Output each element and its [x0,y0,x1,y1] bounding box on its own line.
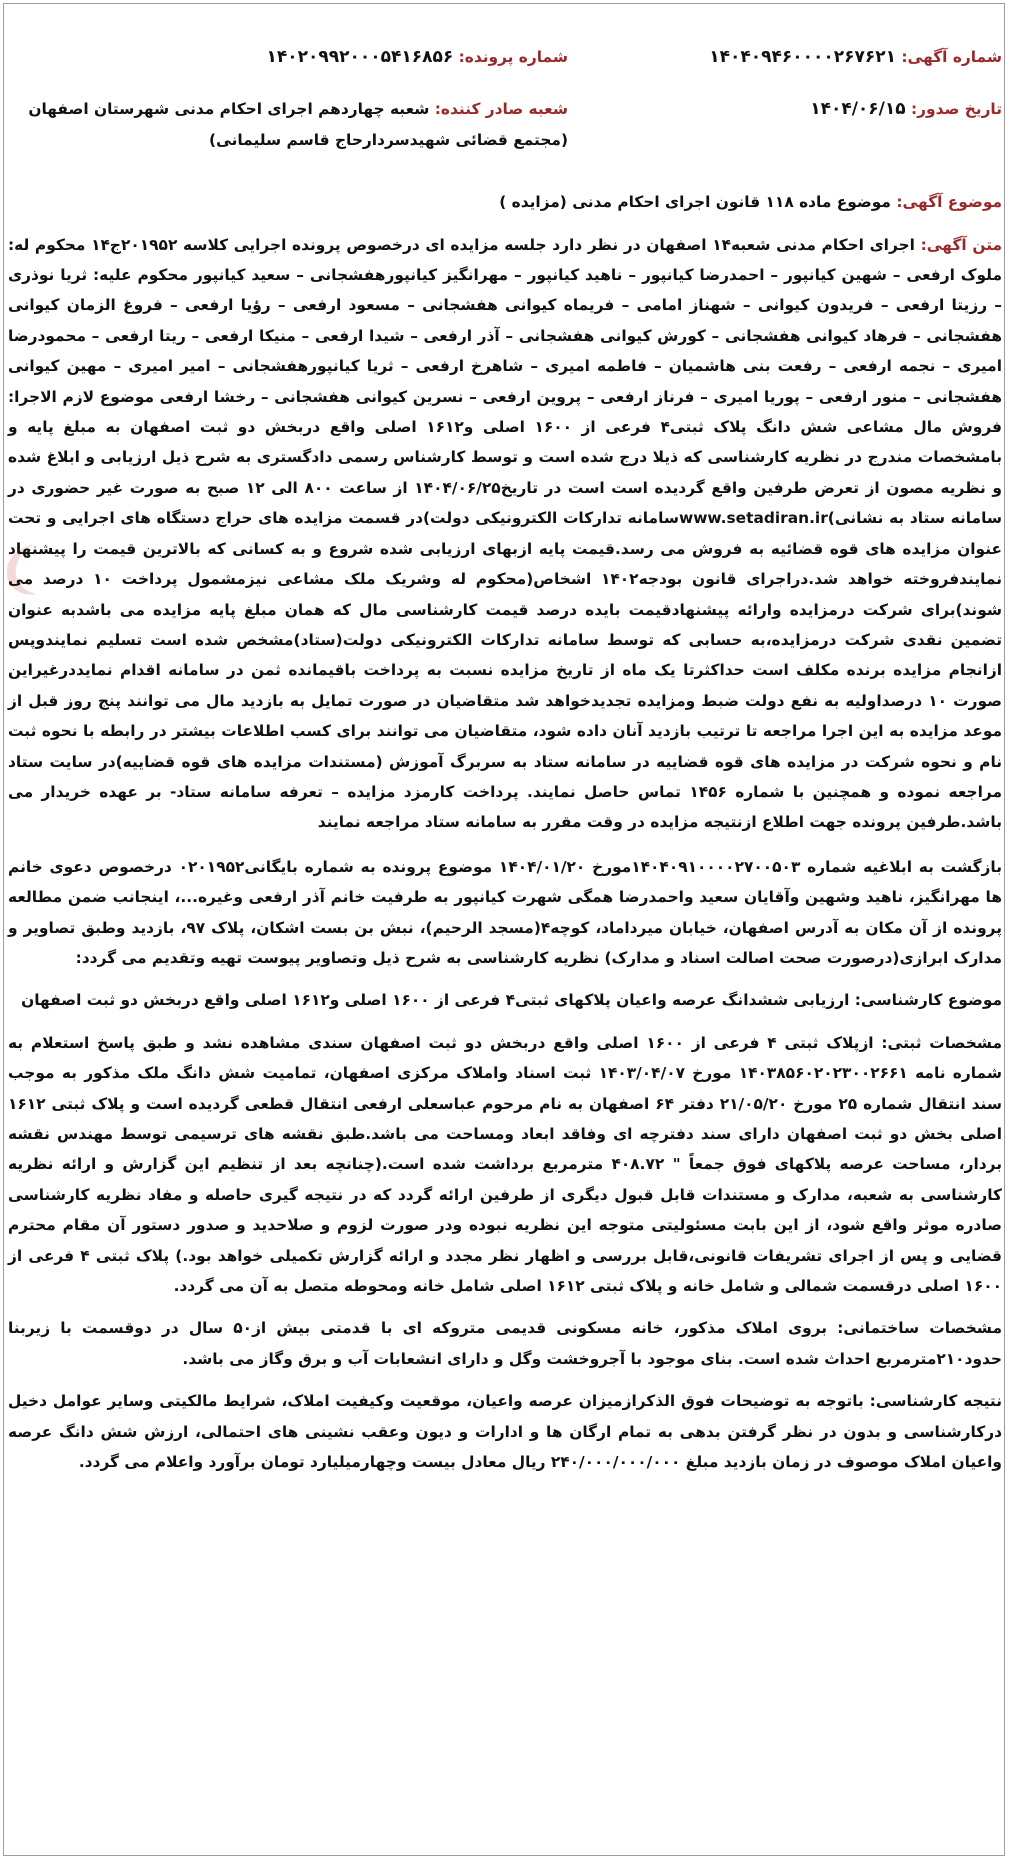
issue-date-label: تاریخ صدور: [911,100,1002,119]
header-row-date-branch [8,94,1002,155]
notice-number-block [672,42,1002,72]
case-number: ۱۴۰۲۰۹۹۲۰۰۰۵۴۱۶۸۵۶ [266,47,454,67]
issue-date-block [672,94,1002,124]
registration-details: مشخصات ثبتی: ازپلاک ثبتی ۴ فرعی از ۱۶۰۰ اصلی واقع دربخش دو ثبت اصفهان سندی مشاهده نشد و طبق پاسخ استعلام به شماره نامه ۱۴۰۳۸۵۶۰۲۰۲۳۰۰۲۶۶۱ مورخ ۱۴۰۳/۰۴/۰۷ ثبت اسناد واملاک مرکزی اصفهان، تمامیت شش دانگ ملک مذکور به موجب سند انتقال شماره ۲۵ مورخ ۲۱/۰۵/۲۰ دفتر ۶۴ اصفهان به نام مرحوم عباسعلی ارفعی انتقال قطعی گردیده است و پلاک ثبتی ۱۶۱۲ اصلی بخش دو ثبت اصفهان دارای سند دفترچه ای وفاقد ابعاد ومساحت می باشد.طبق نقشه های ترسیمی توسط مهندس نقشه بردار، مساحت عرصه پلاکهای فوق جمعاً " ۴۰۸.۷۲ مترمربع برداشت شده است.(چنانچه بعد از تنظیم این گزارش و ارائه نظریه کارشناسی به شعبه، مدارک و مستندات قابل قبول دیگری از طرفین ارائه گردد که در نتیجه گیری حاصله و مفاد نظریه کارشناسی صادره موثر واقع شود، از این بابت مسئولیتی متوجه این نظریه نبوده ودر صورت لزوم و صلاحدید و صدور دستور آن مقام محترم قضایی و پس از اجرای تشریفات قانونی،قابل بررسی و اظهار نظر مجدد و ارائه گزارش تکمیلی خواهد بود.) پلاک ثبتی ۴ فرعی از ۱۶۰۰ اصلی درقسمت شمالی و شامل خانه و پلاک ثبتی ۱۶۱۲ اصلی شامل خانه ومحوطه متصل به آن می گردد. [8,1033,1002,1296]
subject-label: موضوع آگهی: [896,193,1002,212]
issuing-branch-label: شعبه صادر کننده: [434,100,568,119]
header-row-numbers [8,42,1002,72]
expert-report-intro: بازگشت به ابلاغیه شماره ۱۴۰۴۰۹۱۰۰۰۰۲۷۰۰۵۰۳مورخ ۱۴۰۴/۰۱/۲۰ موضوع پرونده به شماره بایگانی۰۲۰۱۹۵۲ درخصوص دعوی خانم ها مهرانگیز، ناهید وشهین وآقایان سعید واحمدرضا همگی شهرت کیانپور به طرفیت خانم آذر ارفعی وغیره...، اینجانب ضمن مطالعه پرونده از آن مکان به آدرس اصفهان، خیابان میرداماد، کوچه۴(مسجد الرحیم)، نبش بن بست اشکان، پلاک ۹۷، بازدید وطبق تصاویر و مدارک ابرازی(درصورت صحت اصالت اسناد و مدارک) نظریه کارشناسی به شرح ذیل وتصاویر پیوست تهیه وتقدیم می گردد: [8,857,1003,967]
issue-date: ۱۴۰۴/۰۶/۱۵ [810,99,906,120]
body-text-part1: اجرای احکام مدنی شعبه۱۴ اصفهان در نظر دارد جلسه مزایده ای درخصوص پرونده اجرایی کلاسه ۲۰۱۹۵۲ج۱۴ محکوم له: ملوک ارفعی – شهین کیانپور – احمدرضا کیانپور – ناهید کیانپور – مهرانگیز کیانپورهفشجانی – سعید کیانپور محکوم علیه: ثریا نوذری – رزیتا ارفعی – فریدون کیوانی – شهناز امامی – فریماه کیوانی هفشجانی – مسعود ارفعی – رؤیا ارفعی – فروغ الزمان کیوانی هفشجانی – فرهاد کیوانی هفشجانی – کورش کیوانی هفشجانی – آذر ارفعی – شیدا ارفعی – منیکا ارفعی – ریتا ارفعی – محمودرضا امیری – نجمه ارفعی – رفعت بنی هاشمیان – فاطمه امیری – شاهرخ ارفعی – ثریا کیانپورهفشجانی – امیر امیری – مهین کیوانی هفشجانی – منور ارفعی – پوریا امیری – فرناز ارفعی – پروین ارفعی – نسرین کیوانی هفشجانی – رخشا ارفعی موضوع لازم الاجرا: فروش مال مشاعی شش دانگ پلاک ثبتی۴ فرعی از ۱۶۰۰ اصلی و۱۶۱۲ اصلی واقع دربخش دو ثبت اصفهان به مبلغ پایه و بامشخصات مندرج در نظریه کارشناسی که ذیلا درج شده است و توسط کارشناس رسمی دادگستری به شرح ذیل ارزیابی و ابلاغ شده و نظریه مصون از تعرض طرفین واقع گردیده است است در تاریخ۱۴۰۴/۰۶/۲۵ از ساعت ۸۰۰ الی ۱۲ صبح به صورت غیر حضوری در سامانه ستاد به نشانی) [8,235,1003,528]
case-number-label: شماره پرونده: [458,48,568,66]
body-text-part2: سامانه تدارکات الکترونیکی دولت)در قسمت مزایده های حراج دستگاه های اجرایی و تحت عنوان مزایده های قوه قضائیه به فروش می رسد.قیمت پایه ازبهای ارزیابی شده شروع و به کسانی که بالاترین قیمت را پیشنهاد نمایندفروخته خواهد شد.دراجرای قانون بودجه۱۴۰۲ اشخاص(محکوم له وشریک ملک مشاعی نیزمشمول پرداخت ۱۰ درصد می شوند)برای شرکت درمزایده وارائه پیشنهادقیمت بایده درصد قیمت کارشناسی مال که همان مبلغ پایه مزایده می باشدبه عنوان تضمین نقدی شرکت درمزایده،به حسابی که توسط سامانه تدارکات الکترونیکی دولت(ستاد)مشخص شده است تسلیم نمایندوپس ازانجام مزایده برنده مکلف است حداکثرتا یک ماه از تاریخ مزایده نسبت به پرداخت باقیمانده ثمن در سامانه اقدام نمایددرغیراین صورت ۱۰ درصداولیه به نفع دولت ضبط ومزایده تجدیدخواهد شد متقاضیان در صورت تمایل به بازدید مال می توانند پنج روز قبل از موعد مزایده به این اجرا مراجعه تا ترتیب بازدید آنان داده شود، متقاضیان می توانند برای کسب اطلاعات بیشتر در رابطه با نحوه ثبت نام و نحوه شرکت در مزایده های قوه قضاییه در سامانه ستاد به سربرگ آموزش (مستندات مزایده های قوه قضاییه)در سایت ستاد مراجعه نموده و همچنین با شماره ۱۴۵۶ تماس حاصل نمایند. پرداخت کارمزد مزایده – تعرفه سامانه ستاد- بر عهده خریدار می باشد.طرفین پرونده جهت اطلاع ازنتیجه مزایده در وقت مقرر به سامانه ستاد مراجعه نمایند [8,509,1002,832]
building-details: مشخصات ساختمانی: بروی املاک مذکور، خانه مسکونی قدیمی متروکه ای با قدمتی بیش از۵۰ سال در دوقسمت با زیربنا حدود۲۱۰مترمربع احداث شده است. بنای موجود با آجروخشت وگل و دارای انشعابات آب و برق وگاز می باشد. [8,1319,1002,1368]
issuing-branch: شعبه چهاردهم اجرای احکام مدنی شهرستان اصفهان (مجتمع قضائی شهیدسردارحاج قاسم سلیمانی) [28,100,568,149]
notice-number: ۱۴۰۴۰۹۴۶۰۰۰۰۲۶۷۶۲۱ [709,47,896,67]
notice-body [8,230,1002,838]
expert-report-subject: موضوع کارشناسی: ارزیابی ششدانگ عرصه واعیان پلاکهای ثبتی۴ فرعی از ۱۶۰۰ اصلی و۱۶۱۲ اصلی واقع دربخش دو ثبت اصفهان [21,991,1002,1010]
notice-number-label: شماره آگهی: [901,48,1002,66]
issuing-branch-block [8,94,608,155]
notice-subject [8,187,1002,217]
subject-text: موضوع ماده ۱۱۸ قانون اجرای احکام مدنی (مزایده ) [499,193,891,212]
body-label: متن آگهی: [920,235,1003,254]
setad-url-link[interactable]: www.setadiran.ir [678,509,828,528]
notice-document [8,8,1002,1853]
expert-conclusion: نتیجه کارشناسی: باتوجه به توضیحات فوق الذکرازمیزان عرصه واعیان، موقعیت وکیفیت املاک، شرایط مالکیتی وسایر عوامل دخیل درکارشناسی و بدون در نظر گرفتن بدهی به تمام ارگان ها و ادارات و دیون وعقب نشینی های احتمالی، ارزش شش دانگ عرصه واعیان املاک موصوف در زمان بازدید مبلغ ۲۴۰/۰۰۰/۰۰۰/۰۰۰ ریال معادل بیست وچهارمیلیارد تومان برآورد واعلام می گردد. [8,1392,1002,1472]
case-number-block [8,42,608,72]
